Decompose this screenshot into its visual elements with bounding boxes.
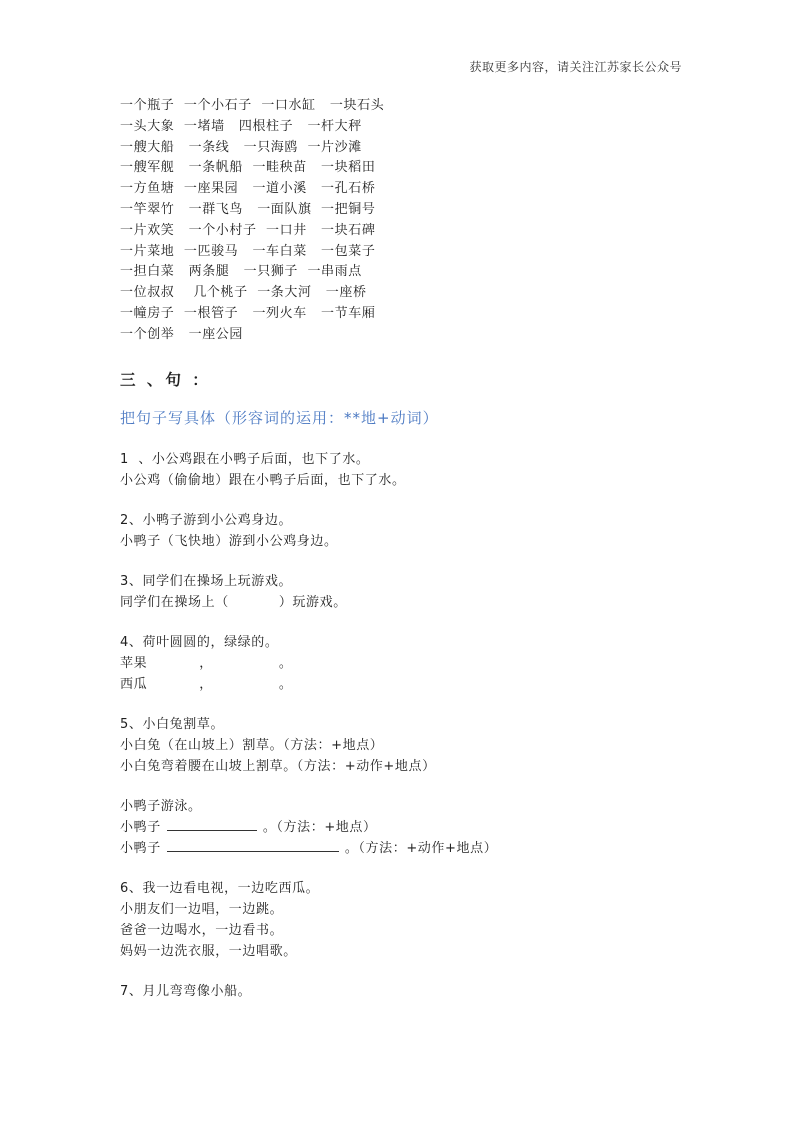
fill-suffix: 。（方法：+动作+地点） [344,840,498,856]
header-note: 获取更多内容，请关注江苏家长公众号 [469,60,682,74]
exercise-question: 1 、小公鸡跟在小鸭子后面，也下了水。 [120,451,370,467]
fill-suffix: ）玩游戏。 [278,594,347,610]
comma: ， [199,676,213,692]
comma: ， [199,655,213,671]
fill-word: 苹果 [120,655,148,671]
exercise-question: 小鸭子游泳。 [120,798,202,814]
measure-word-line: 一个创举 一座公园 [120,326,243,342]
section-title: 三 、句 ： [120,370,211,389]
measure-word-line: 一方鱼塘 一座果园 一道小溪 一孔石桥 [120,181,376,197]
exercise-fill-line [120,838,700,859]
section-subtitle: 把句子写具体（形容词的运用：**地+动词） [120,408,439,427]
measure-word-list [120,96,700,346]
exercise-question: 4、荷叶圆圆的，绿绿的。 [120,634,279,650]
period: 。 [278,676,293,692]
measure-word-line: 一个瓶子 一个小石子 一口水缸 一块石头 [120,98,385,113]
fill-prefix: 小鸭子 [120,840,161,856]
measure-word-line: 一竿翠竹 一群飞鸟 一面队旗 一把铜号 [120,201,376,217]
exercise-7 [120,981,700,1002]
exercise-5 [120,714,700,777]
exercise-answer: 小白兔（在山坡上）割草。（方法：+地点） [120,737,384,753]
exercise-example: 爸爸一边喝水，一边看书。 [120,922,284,938]
exercise-question: 6、我一边看电视，一边吃西瓜。 [120,880,320,896]
exercise-example: 小朋友们一边唱，一边跳。 [120,901,284,917]
period: 。 [278,655,293,671]
fill-underline[interactable] [167,838,339,852]
exercise-2 [120,510,700,552]
exercise-fill-line [120,592,700,613]
fill-prefix: 同学们在操场上（ [120,594,229,610]
fill-suffix: 。（方法：+地点） [262,819,377,835]
fill-prefix: 小鸭子 [120,819,161,835]
fill-underline[interactable] [167,817,257,831]
exercise-question: 3、同学们在操场上玩游戏。 [120,573,293,589]
measure-word-line: 一头大象 一堵墙 四根柱子 一杆大秤 [120,118,362,134]
fill-word: 西瓜 [120,676,148,692]
exercise-question: 5、小白兔割草。 [120,716,225,732]
measure-word-line: 一担白菜 两条腿 一只狮子 一串雨点 [120,264,362,280]
exercise-3 [120,571,700,613]
exercise-question: 7、月儿弯弯像小船。 [120,983,252,999]
exercise-example: 妈妈一边洗衣服，一边唱歌。 [120,943,297,959]
measure-word-line: 一幢房子 一根管子 一列火车 一节车厢 [120,305,376,321]
exercise-6 [120,878,700,962]
exercise-answer: 小白兔弯着腰在山坡上割草。（方法：+动作+地点） [120,758,436,774]
exercise-question: 2、小鸭子游到小公鸡身边。 [120,512,293,528]
exercise-fill-line [120,653,700,674]
exercise-answer: 小鸭子（飞快地）游到小公鸡身边。 [120,533,338,549]
exercise-1 [120,449,700,491]
measure-word-line: 一艘军舰 一条帆船 一畦秧苗 一块稻田 [120,160,376,176]
exercise-fill-line [120,674,700,695]
exercise-answer: 小公鸡（偷偷地）跟在小鸭子后面，也下了水。 [120,472,406,488]
measure-word-line: 一艘大船 一条线 一只海鸥 一片沙滩 [120,139,362,155]
exercise-5b [120,796,700,859]
exercise-fill-line [120,817,700,838]
measure-word-line: 一位叔叔 几个桃子 一条大河 一座桥 [120,285,367,301]
worksheet-content [120,96,700,1002]
measure-word-line: 一片欢笑 一个小村子 一口井 一块石碑 [120,222,376,238]
exercise-4 [120,632,700,695]
measure-word-line: 一片菜地 一匹骏马 一车白菜 一包菜子 [120,243,376,259]
